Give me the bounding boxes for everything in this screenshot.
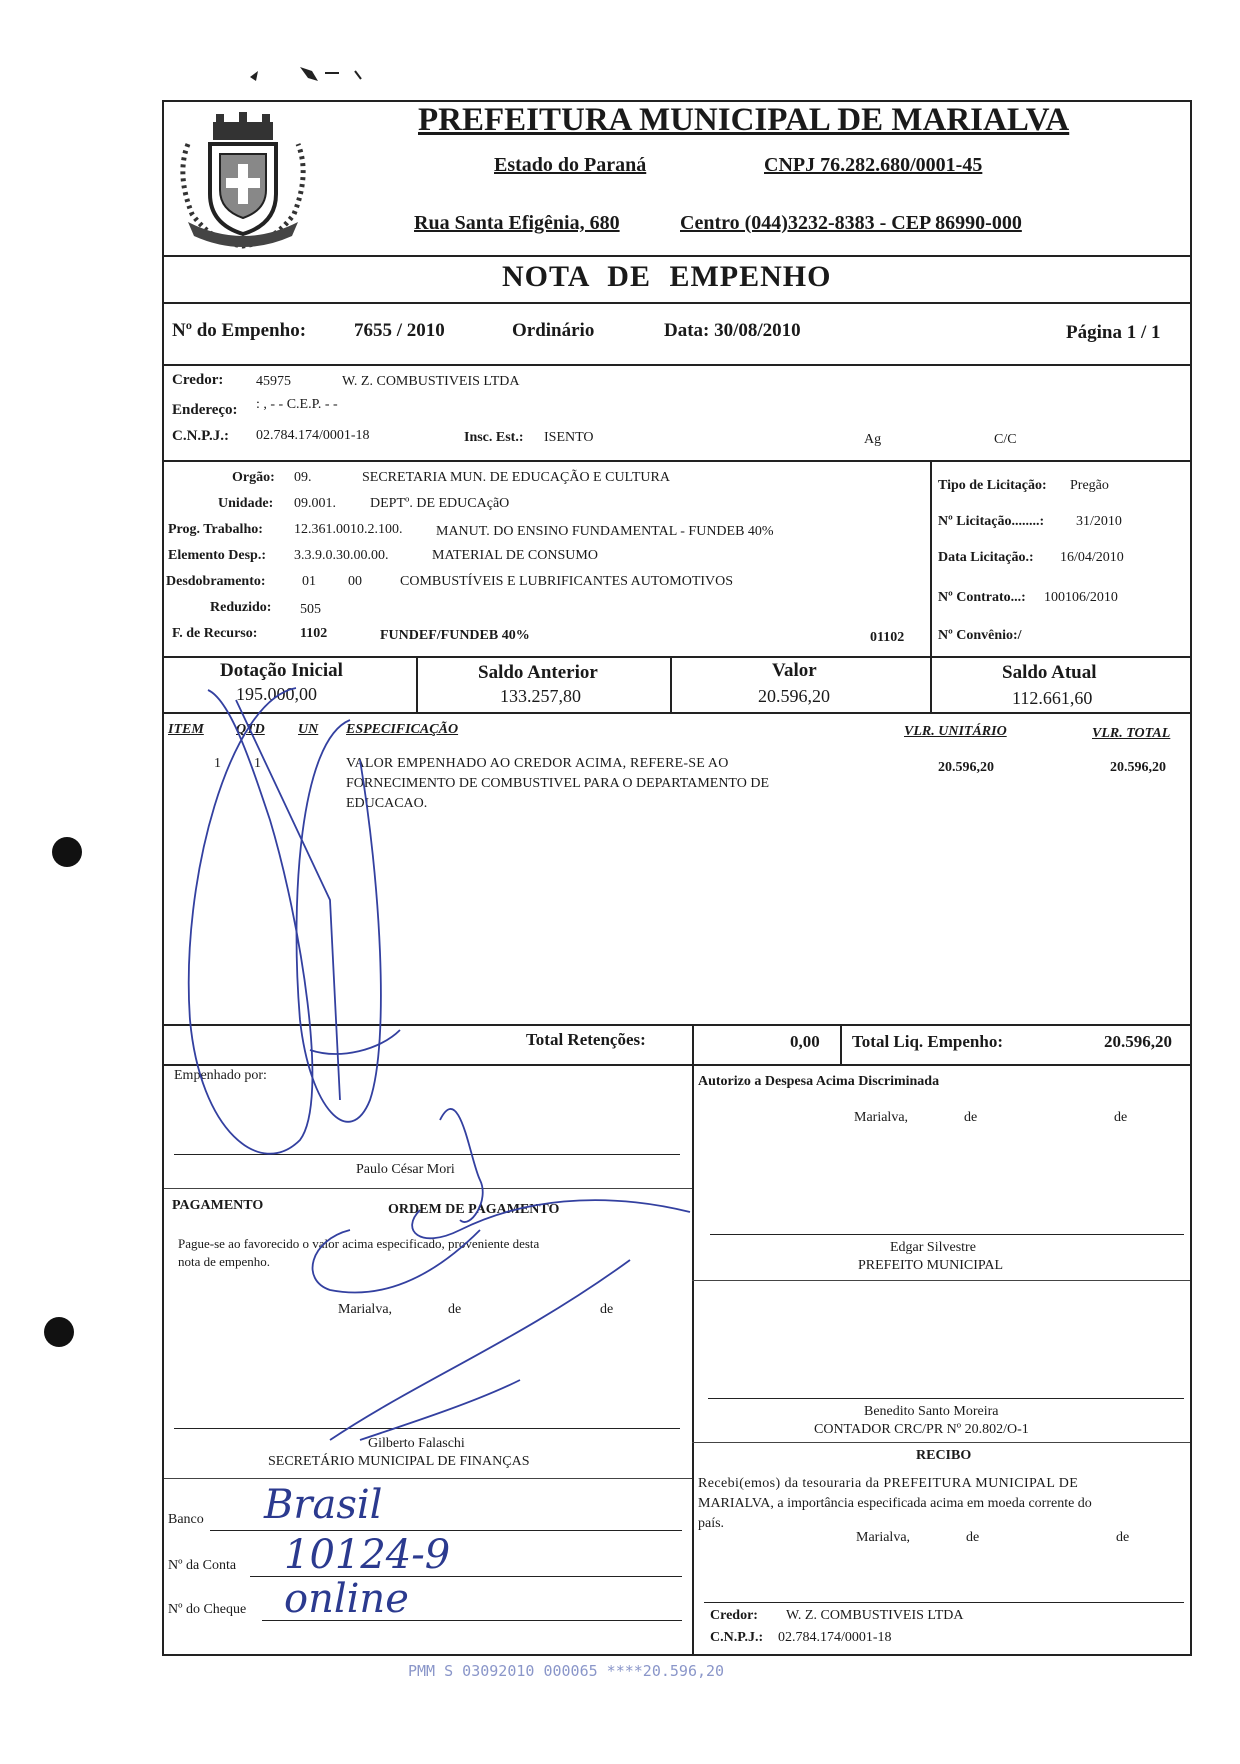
row-espec-line2: FORNECIMENTO DE COMBUSTIVEL PARA O DEPARTAMENTO DE <box>346 776 770 791</box>
credor-code: 45975 <box>256 374 291 389</box>
autorizo-label: Autorizo a Despesa Acima Discriminada <box>698 1074 940 1089</box>
header-street: Rua Santa Efigênia, 680 <box>414 212 620 234</box>
autorizo-city: Marialva, <box>854 1110 909 1125</box>
pagamento-de1: de <box>448 1302 462 1317</box>
pagamento-text-2: nota de empenho. <box>178 1254 271 1269</box>
contador-name: Benedito Santo Moreira <box>864 1404 999 1419</box>
saldo-atual-value: 112.661,60 <box>1012 688 1093 708</box>
desdobramento-label: Desdobramento: <box>166 574 266 589</box>
recibo-text-1: Recebi(emos) da tesouraria da PREFEITURA MUNICIPAL DE <box>698 1476 1079 1491</box>
empenhado-name: Paulo César Mori <box>356 1162 455 1177</box>
elemento-code: 3.3.9.0.30.00.00. <box>294 548 389 563</box>
saldo-atual-label: Saldo Atual <box>1002 662 1097 683</box>
valor-value: 20.596,20 <box>758 686 830 706</box>
orgao-label: Orgão: <box>232 470 275 485</box>
dotacao-label: Dotação Inicial <box>220 660 343 681</box>
banco-label: Banco <box>168 1512 204 1527</box>
prefeito-title: PREFEITO MUNICIPAL <box>858 1258 1004 1273</box>
insc-label: Insc. Est.: <box>464 430 524 445</box>
header-address: Centro (044)3232-8383 - CEP 86990-000 <box>680 212 1022 234</box>
dotacao-value: 195.000,00 <box>236 684 317 704</box>
ordem-pagamento-label: ORDEM DE PAGAMENTO <box>388 1202 560 1217</box>
punch-hole-top <box>52 837 82 867</box>
row-item: 1 <box>214 756 221 771</box>
tipo-licitacao-label: Tipo de Licitação: <box>938 478 1047 493</box>
cheque-handwritten: online <box>284 1576 409 1622</box>
secretario-title: SECRETÁRIO MUNICIPAL DE FINANÇAS <box>268 1454 530 1469</box>
empenho-number-label: Nº do Empenho: <box>172 320 307 341</box>
conta-handwritten: 10124-9 <box>284 1532 451 1578</box>
recibo-text-2: MARIALVA, a importância especificada acima em moeda corrente do <box>698 1496 1092 1511</box>
prog-label: Prog. Trabalho: <box>168 522 263 537</box>
recibo-de2: de <box>1116 1530 1130 1545</box>
orgao-name: SECRETARIA MUN. DE EDUCAÇÃO E CULTURA <box>362 470 670 485</box>
autorizo-de2: de <box>1114 1110 1128 1125</box>
header-state: Estado do Paraná <box>494 154 647 176</box>
desdobramento-b: 00 <box>348 574 362 589</box>
autorizo-de1: de <box>964 1110 978 1125</box>
prefeito-name: Edgar Silvestre <box>890 1240 976 1255</box>
recibo-cnpj-label: C.N.P.J.: <box>710 1630 764 1645</box>
endereco-label: Endereço: <box>172 402 238 418</box>
pagamento-label: PAGAMENTO <box>172 1198 264 1213</box>
total-liq-value: 20.596,20 <box>1104 1032 1172 1051</box>
col-qtd: QTD <box>236 722 265 737</box>
prog-code: 12.361.0010.2.100. <box>294 522 403 537</box>
row-qtd: 1 <box>254 756 261 771</box>
col-especificacao: ESPECIFICAÇÃO <box>346 722 459 737</box>
empenho-number: 7655 / 2010 <box>354 320 445 341</box>
desdobramento-name: COMBUSTÍVEIS E LUBRIFICANTES AUTOMOTIVOS <box>400 574 734 589</box>
num-licitacao-label: Nº Licitação........: <box>938 514 1045 529</box>
endereco-value: : , - - C.E.P. - - <box>256 397 338 412</box>
cheque-label: Nº do Cheque <box>168 1602 247 1617</box>
recibo-cnpj-value: 02.784.174/0001-18 <box>778 1630 892 1645</box>
elemento-label: Elemento Desp.: <box>168 548 266 563</box>
row-espec-line3: EDUCACAO. <box>346 796 428 811</box>
orgao-code: 09. <box>294 470 312 485</box>
header-title: PREFEITURA MUNICIPAL DE MARIALVA <box>418 102 1070 138</box>
data-licitacao-label: Data Licitação.: <box>938 550 1034 565</box>
pagamento-text-1: Pague-se ao favorecido o valor acima especificado, proveniente desta <box>178 1236 540 1251</box>
recibo-credor-label: Credor: <box>710 1608 758 1623</box>
recibo-credor-name: W. Z. COMBUSTIVEIS LTDA <box>786 1608 964 1623</box>
credor-name: W. Z. COMBUSTIVEIS LTDA <box>342 374 520 389</box>
recurso-number: 01102 <box>870 630 905 645</box>
coat-of-arms-logo <box>168 104 318 254</box>
empenhado-label: Empenhado por: <box>174 1068 267 1083</box>
banco-handwritten: Brasil <box>264 1482 383 1528</box>
empenho-type: Ordinário <box>512 320 595 341</box>
cnpj-value: 02.784.174/0001-18 <box>256 428 370 443</box>
saldo-anterior-value: 133.257,80 <box>500 686 581 706</box>
conta-label: Nº da Conta <box>168 1558 237 1573</box>
row-vlr-unitario: 20.596,20 <box>938 760 994 775</box>
tipo-licitacao-value: Pregão <box>1070 478 1109 493</box>
page-number: Página 1 / 1 <box>1066 322 1161 343</box>
header-cnpj: CNPJ 76.282.680/0001-45 <box>764 154 983 176</box>
reduzido-value: 505 <box>300 602 321 617</box>
recibo-city: Marialva, <box>856 1530 911 1545</box>
cc-label: C/C <box>994 432 1017 447</box>
data-licitacao-value: 16/04/2010 <box>1060 550 1124 565</box>
desdobramento-a: 01 <box>302 574 316 589</box>
unidade-code: 09.001. <box>294 496 336 511</box>
cnpj-label: C.N.P.J.: <box>172 428 229 444</box>
num-licitacao-value: 31/2010 <box>1076 514 1122 529</box>
pagamento-city: Marialva, <box>338 1302 393 1317</box>
cash-register-stamp: PMM S 03092010 000065 ****20.596,20 <box>408 1662 725 1680</box>
total-liq-label: Total Liq. Empenho: <box>852 1032 1003 1051</box>
recurso-code: 1102 <box>300 626 328 641</box>
ag-label: Ag <box>864 432 882 447</box>
unidade-label: Unidade: <box>218 496 274 511</box>
contrato-label: Nº Contrato...: <box>938 590 1026 605</box>
saldo-anterior-label: Saldo Anterior <box>478 662 598 683</box>
pagamento-de2: de <box>600 1302 614 1317</box>
recurso-label: F. de Recurso: <box>172 626 258 641</box>
insc-value: ISENTO <box>544 430 594 445</box>
recibo-text-3: país. <box>698 1516 725 1531</box>
recurso-name: FUNDEF/FUNDEB 40% <box>380 628 530 643</box>
credor-label: Credor: <box>172 372 224 388</box>
total-retencoes-value: 0,00 <box>790 1032 820 1051</box>
unidade-name: DEPTº. DE EDUCAçãO <box>370 496 510 511</box>
col-vlr-total: VLR. TOTAL <box>1092 726 1171 741</box>
contrato-value: 100106/2010 <box>1044 590 1118 605</box>
punch-hole-bottom <box>44 1317 74 1347</box>
empenho-date: Data: 30/08/2010 <box>664 320 801 341</box>
total-retencoes-label: Total Retenções: <box>526 1030 646 1049</box>
convenio-label: Nº Convênio:/ <box>938 628 1022 643</box>
row-vlr-total: 20.596,20 <box>1110 760 1166 775</box>
col-item: ITEM <box>168 722 204 737</box>
col-un: UN <box>298 722 319 737</box>
nota-de-empenho-form <box>162 100 1192 1656</box>
prog-name: MANUT. DO ENSINO FUNDAMENTAL - FUNDEB 40% <box>436 524 774 539</box>
reduzido-label: Reduzido: <box>210 600 272 615</box>
recibo-label: RECIBO <box>916 1448 972 1463</box>
recibo-de1: de <box>966 1530 980 1545</box>
col-vlr-unitario: VLR. UNITÁRIO <box>904 724 1007 739</box>
valor-label: Valor <box>772 660 817 681</box>
contador-title: CONTADOR CRC/PR Nº 20.802/O-1 <box>814 1422 1029 1437</box>
elemento-name: MATERIAL DE CONSUMO <box>432 548 598 563</box>
secretario-name: Gilberto Falaschi <box>368 1436 465 1451</box>
scan-marks <box>245 55 395 90</box>
row-espec-line1: VALOR EMPENHADO AO CREDOR ACIMA, REFERE-SE AO <box>346 756 729 771</box>
doc-title: NOTA DE EMPENHO <box>502 260 832 293</box>
